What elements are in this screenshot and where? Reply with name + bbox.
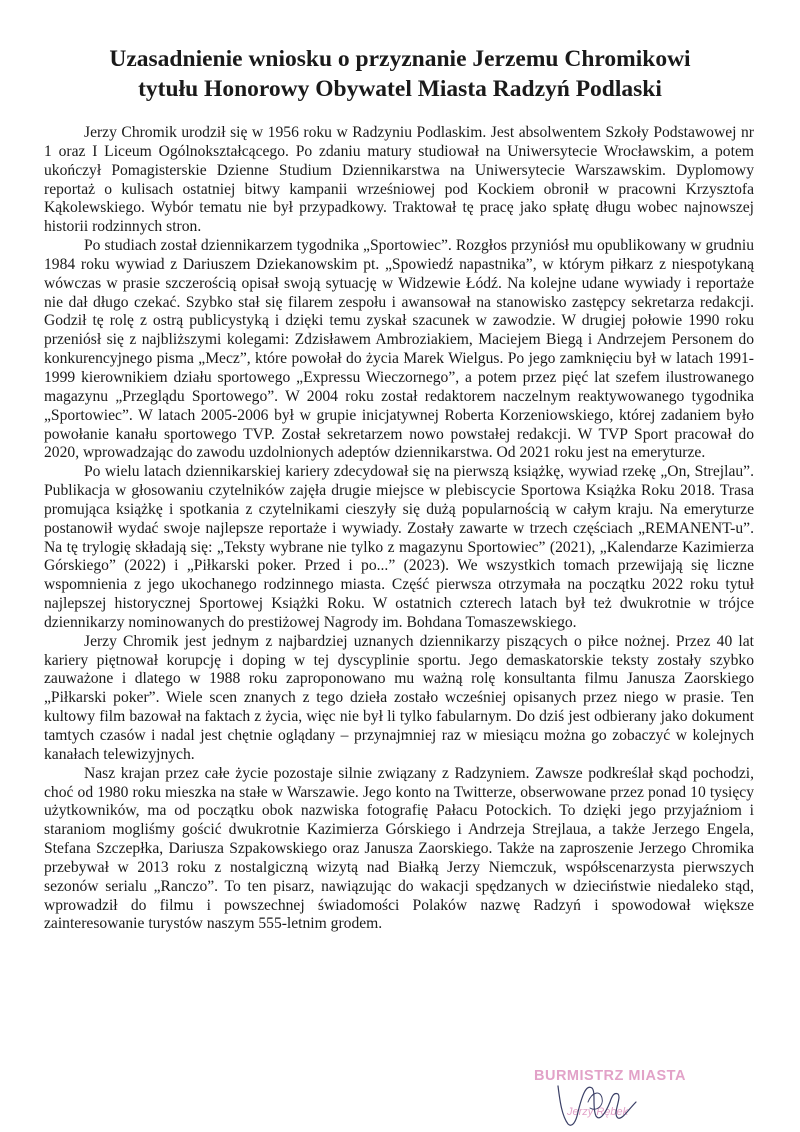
mayor-stamp-name: Jerzy Rębek (567, 1106, 629, 1118)
document-title (60, 44, 740, 104)
title-line-1: Uzasadnienie wniosku o przyznanie Jerzemu Chromikowi (109, 46, 691, 72)
mayor-stamp: BURMISTRZ MIASTA (534, 1068, 686, 1084)
paragraph-5: Nasz krajan przez całe życie pozostaje silnie związany z Radzyniem. Zawsze podkreślał skąd pochodzi, choć od 1980 roku mieszka na stałe w Warszawie. Jego konto na Twitterze, obserwowane przez ponad 10 tysięcy użytkowników, ma od początku obok nazwiska fotografię Pałacu Potockich. To dzięki jego przyjaźniom i staraniom mogliśmy gościć dwukrotnie Kazimierza Górskiego i Andrzeja Strejlaua, a także Jerzego Engela, Stefana Szczepłka, Dariusza Szpakowskiego oraz Janusza Zaorskiego. Także na zaproszenie Jerzego Chromika przebywał w 2013 roku z nostalgiczną wizytą nad Białką Jerzy Niemczuk, współscenarzysta pierwszych sezonów serialu „Ranczo”. To ten pisarz, nawiązując do wakacji spędzanych w dzieciństwie niedaleko stąd, wprowadził do filmu i powszechnej świadomości Polaków nazwę Radzyń i spowodował większe zainteresowanie turystów naszym 555-letnim grodem. (44, 764, 754, 933)
document-body (44, 124, 754, 934)
paragraph-1: Jerzy Chromik urodził się w 1956 roku w Radzyniu Podlaskim. Jest absolwentem Szkoły Podstawowej nr 1 oraz I Liceum Ogólnokształcącego. Po zdaniu matury studiował na Uniwersytecie Wrocławskim, a potem ukończył Pomagisterskie Dzienne Studium Dziennikarstwa na Uniwersytecie Warszawskim. Dyplomowy reportaż o kulisach ostatniej bitwy kampanii wrześniowej pod Kockiem obronił w pracowni Krzysztofa Kąkolewskiego. Wybór tematu nie był przypadkowy. Traktował tę pracę jako spłatę długu wobec najnowszej historii rodzinnych stron. (44, 124, 754, 236)
handwritten-signature (552, 1072, 642, 1132)
paragraph-3: Po wielu latach dziennikarskiej kariery zdecydował się na pierwszą książkę, wywiad rzekę „On, Strejlau”. Publikacja w głosowaniu czytelników zajęła drugie miejsce w plebiscycie Sportowa Książka Roku 2018. Trasa promująca książkę i spotkania z czytelnikami cieszyły się dużą popularnością w całym kraju. Na emeryturze postanowił wydać swoje najlepsze reportaże i wywiady. Zostały zawarte w trzech częściach „REMANENT-u”. Na tę trylogię składają się: „Teksty wybrane nie tylko z magazynu Sportowiec” (2021), „Kalendarze Kazimierza Górskiego” (2022) i „Piłkarski poker. Przed i po...” (2023). We wszystkich tomach przewijają się liczne wspomnienia z jego ukochanego rodzinnego miasta. Część pierwsza otrzymała na początku 2022 roku tytuł najlepszej historycznej Sportowej Książki Roku. W ostatnich czterech latach był też dwukrotnie w trójce dziennikarzy nominowanych do prestiżowej Nagrody im. Bohdana Tomaszewskiego. (44, 463, 754, 631)
title-line-2: tytułu Honorowy Obywatel Miasta Radzyń Podlaski (138, 76, 662, 102)
paragraph-4: Jerzy Chromik jest jednym z najbardziej uznanych dziennikarzy piszących o piłce nożnej. Przez 40 lat kariery piętnował korupcję i doping w tej dyscyplinie sportu. Jego demaskatorskie teksty zostały szybko zauważone i dlatego w 1988 roku zaproponowano mu ważną rolę konsultanta filmu Janusza Zaorskiego „Piłkarski poker”. Wiele scen znanych z tego dzieła zostało wcześniej opisanych przez niego w prasie. Ten kultowy film bazował na faktach z życia, więc nie był li tylko fabularnym. Do dziś jest odbierany jako dokument tamtych czasów i nadal jest chętnie oglądany – przynajmniej raz w miesiącu można go zobaczyć w kolejnych kanałach telewizyjnych. (44, 632, 754, 763)
paragraph-2: Po studiach został dziennikarzem tygodnika „Sportowiec”. Rozgłos przyniósł mu opublikowany w grudniu 1984 roku wywiad z Dariuszem Dziekanowskim pt. „Spowiedź napastnika”, w którym piłkarz z niespotykaną wówczas w prasie szczerością opisał swoją sytuację w Widzewie Łódź. Na kolejne udane wywiady i reportaże nie dał długo czekać. Szybko stał się filarem zespołu i awansował na stanowisko zastępcy sekretarza redakcji. Godził tę rolę z ostrą publicystyką i dzięki temu zyskał szacunek w zawodzie. W drugiej połowie 1990 roku przeniósł się z najbliższymi kolegami: Zdzisławem Ambroziakiem, Maciejem Biegą i Andrzejem Personem do konkurencyjnego pisma „Mecz”, które powołał do życia Marek Wielgus. Po jego zamknięciu był w latach 1991-1999 kierownikiem działu sportowego „Expressu Wieczornego”, a potem przez pięć lat szefem ilustrowanego magazynu „Przeglądu Sportowego”. W 2004 roku został redaktorem naczelnym reaktywowanego tygodnika „Sportowiec”. W latach 2005-2006 był w grupie inicjatywnej Roberta Korzeniowskiego, której zadaniem było powołanie kanału sportowego TVP. Został sekretarzem nowo powstałej redakcji. W TVP Sport pracował do 2020, wprowadzając do zawodu uzdolnionych adeptów dziennikarstwa. Od 2021 roku jest na emeryturze. (44, 237, 754, 462)
